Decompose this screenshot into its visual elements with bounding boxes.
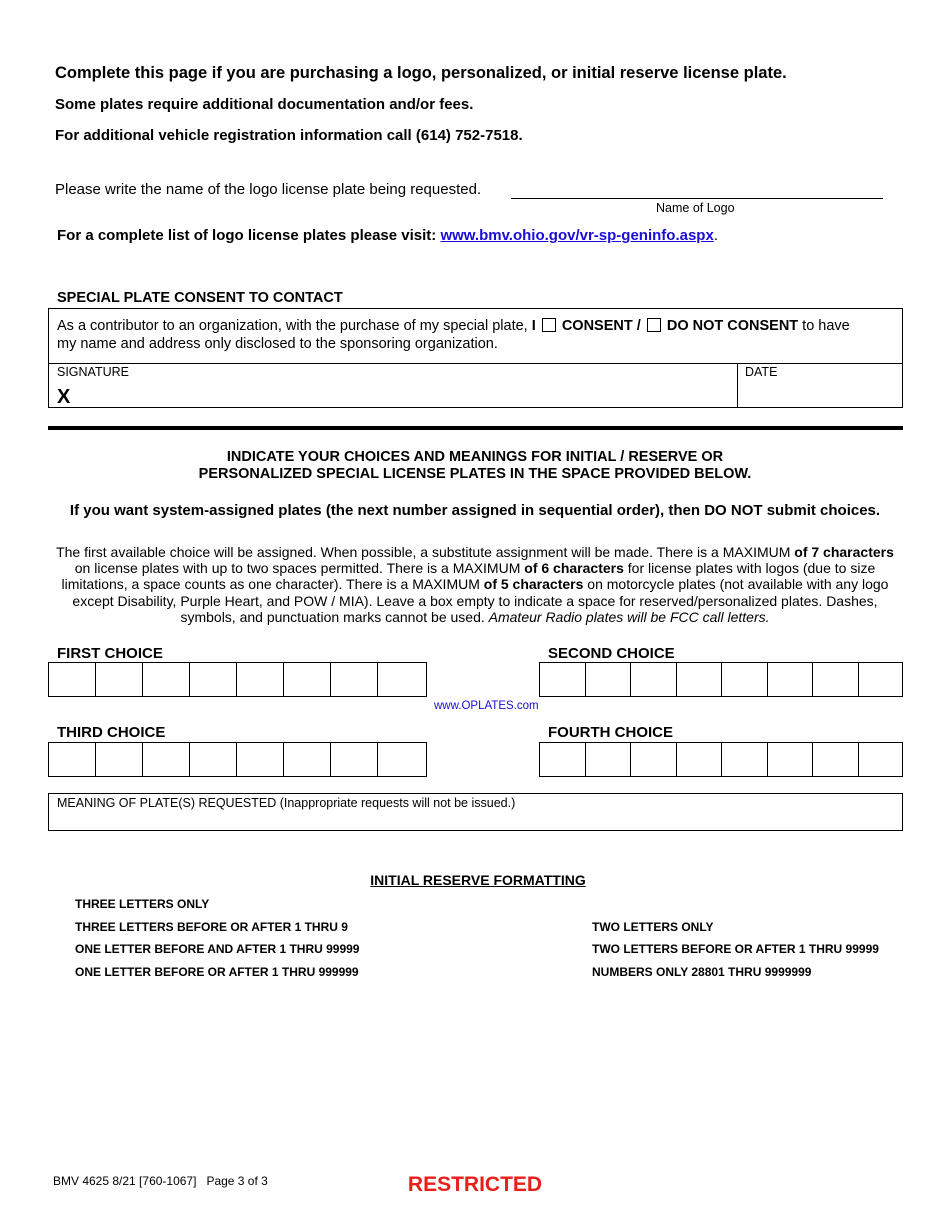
- fourth-choice-box-6[interactable]: [768, 743, 814, 776]
- third-choice-box-6[interactable]: [284, 743, 331, 776]
- third-choice-grid: [48, 742, 427, 777]
- second-choice-box-2[interactable]: [586, 663, 632, 696]
- rules-part-4: on motorcycle plates (not available with any logo except Disability, Purple Heart, and POW / MIA). Leave a box empty to indicate a space for reserved/personalized plates. Dashes, symbols, and punctuation marks cannot be used.: [72, 576, 889, 625]
- fourth-choice-box-2[interactable]: [586, 743, 632, 776]
- consent-label: CONSENT /: [561, 318, 641, 334]
- third-choice-box-3[interactable]: [143, 743, 190, 776]
- consent-i: I: [531, 318, 536, 334]
- third-choice-box-1[interactable]: [49, 743, 96, 776]
- rules-bold-2: of 6 characters: [524, 560, 624, 577]
- signature-label: SIGNATURE: [57, 365, 129, 379]
- fourth-choice-box-4[interactable]: [677, 743, 723, 776]
- logo-list-note: [57, 227, 718, 244]
- third-choice-label: THIRD CHOICE: [57, 724, 166, 741]
- rules-bold-1: of 7 characters: [794, 544, 894, 560]
- consent-divider: [49, 363, 902, 364]
- third-choice-box-4[interactable]: [190, 743, 237, 776]
- fourth-choice-label: FOURTH CHOICE: [548, 724, 673, 741]
- first-choice-box-1[interactable]: [49, 663, 96, 696]
- logo-name-caption: Name of Logo: [656, 201, 735, 215]
- character-rules: [52, 544, 898, 625]
- formatting-title: INITIAL RESERVE FORMATTING: [370, 872, 586, 888]
- second-choice-label: SECOND CHOICE: [548, 645, 675, 662]
- format-left-1: THREE LETTERS ONLY: [75, 897, 210, 911]
- first-choice-box-5[interactable]: [237, 663, 284, 696]
- do-not-consent-label: DO NOT CONSENT: [666, 318, 799, 334]
- consent-title: SPECIAL PLATE CONSENT TO CONTACT: [57, 290, 343, 306]
- logo-name-field[interactable]: [511, 198, 883, 199]
- first-choice-label: FIRST CHOICE: [57, 645, 163, 662]
- first-choice-box-8[interactable]: [378, 663, 426, 696]
- format-left-3: ONE LETTER BEFORE AND AFTER 1 THRU 99999: [75, 942, 360, 956]
- second-choice-box-7[interactable]: [813, 663, 859, 696]
- third-choice-box-8[interactable]: [378, 743, 426, 776]
- rules-part-1: The first available choice will be assigned. When possible, a substitute assignment will be made. There is a MAXIMUM: [56, 544, 795, 560]
- page-heading: Complete this page if you are purchasing a logo, personalized, or initial reserve license plate.: [55, 64, 787, 82]
- date-divider: [737, 363, 738, 407]
- first-choice-box-7[interactable]: [331, 663, 378, 696]
- first-choice-box-6[interactable]: [284, 663, 331, 696]
- system-assigned-note: If you want system-assigned plates (the next number assigned in sequential order), then DO NOT submit choices.: [69, 502, 881, 519]
- second-choice-box-1[interactable]: [540, 663, 586, 696]
- second-choice-box-3[interactable]: [631, 663, 677, 696]
- restricted-stamp: RESTRICTED: [407, 1173, 543, 1196]
- logo-list-text: For a complete list of logo license plates please visit:: [57, 227, 441, 244]
- format-left-2: THREE LETTERS BEFORE OR AFTER 1 THRU 9: [75, 920, 348, 934]
- oplates-watermark: www.OPLATES.com: [434, 700, 539, 712]
- section-divider: [48, 426, 903, 430]
- do-not-consent-checkbox[interactable]: [647, 318, 661, 332]
- second-choice-box-4[interactable]: [677, 663, 723, 696]
- first-choice-box-3[interactable]: [143, 663, 190, 696]
- third-choice-box-2[interactable]: [96, 743, 143, 776]
- logo-prompt: Please write the name of the logo license plate being requested.: [55, 181, 482, 198]
- third-choice-box-7[interactable]: [331, 743, 378, 776]
- format-right-2: TWO LETTERS BEFORE OR AFTER 1 THRU 99999: [592, 942, 879, 956]
- choices-heading-line1: INDICATE YOUR CHOICES AND MEANINGS FOR INITIAL / RESERVE OR: [226, 449, 724, 465]
- consent-box: [48, 308, 903, 408]
- date-label: DATE: [745, 365, 778, 379]
- rules-part-2: on license plates with up to two spaces permitted. There is a MAXIMUM: [74, 560, 525, 577]
- phone-info: For additional vehicle registration information call (614) 752-7518.: [55, 127, 523, 144]
- second-choice-box-5[interactable]: [722, 663, 768, 696]
- form-identifier: BMV 4625 8/21 [760-1067] Page 3 of 3: [53, 1174, 268, 1188]
- date-field[interactable]: [741, 379, 899, 407]
- second-choice-box-6[interactable]: [768, 663, 814, 696]
- logo-list-end: .: [713, 227, 718, 244]
- fourth-choice-box-7[interactable]: [813, 743, 859, 776]
- consent-text-pre: As a contributor to an organization, with the purchase of my special plate,: [57, 318, 532, 334]
- fourth-choice-box-5[interactable]: [722, 743, 768, 776]
- fourth-choice-box-3[interactable]: [631, 743, 677, 776]
- fourth-choice-box-1[interactable]: [540, 743, 586, 776]
- consent-checkbox[interactable]: [542, 318, 556, 332]
- rules-part-3: for license plates with logos (due to size limitations, a space counts as one character). There is a MAXIMUM: [61, 560, 876, 593]
- first-choice-grid: [48, 662, 427, 697]
- third-choice-box-5[interactable]: [237, 743, 284, 776]
- first-choice-box-2[interactable]: [96, 663, 143, 696]
- choices-heading-line2: PERSONALIZED SPECIAL LICENSE PLATES IN THE SPACE PROVIDED BELOW.: [198, 466, 752, 482]
- consent-text-post: to have my name and address only disclosed to the sponsoring organization.: [57, 318, 850, 352]
- fourth-choice-grid: [539, 742, 903, 777]
- consent-text: [57, 317, 872, 353]
- signature-field[interactable]: [79, 365, 729, 407]
- second-choice-box-8[interactable]: [859, 663, 903, 696]
- format-right-1: TWO LETTERS ONLY: [592, 920, 714, 934]
- rules-italic-note: Amateur Radio plates will be FCC call letters.: [488, 608, 770, 625]
- choices-heading: [0, 449, 950, 483]
- documentation-note: Some plates require additional documentation and/or fees.: [55, 96, 474, 113]
- format-left-4: ONE LETTER BEFORE OR AFTER 1 THRU 999999: [75, 965, 359, 979]
- fourth-choice-box-8[interactable]: [859, 743, 903, 776]
- first-choice-box-4[interactable]: [190, 663, 237, 696]
- format-right-3: NUMBERS ONLY 28801 THRU 9999999: [592, 965, 812, 979]
- logo-list-link[interactable]: www.bmv.ohio.gov/vr-sp-geninfo.aspx: [440, 227, 714, 244]
- meaning-field[interactable]: [48, 793, 903, 831]
- signature-mark: X: [57, 386, 71, 408]
- second-choice-grid: [539, 662, 903, 697]
- rules-bold-3: of 5 characters: [483, 576, 584, 593]
- meaning-label: MEANING OF PLATE(S) REQUESTED (Inappropriate requests will not be issued.): [57, 796, 516, 810]
